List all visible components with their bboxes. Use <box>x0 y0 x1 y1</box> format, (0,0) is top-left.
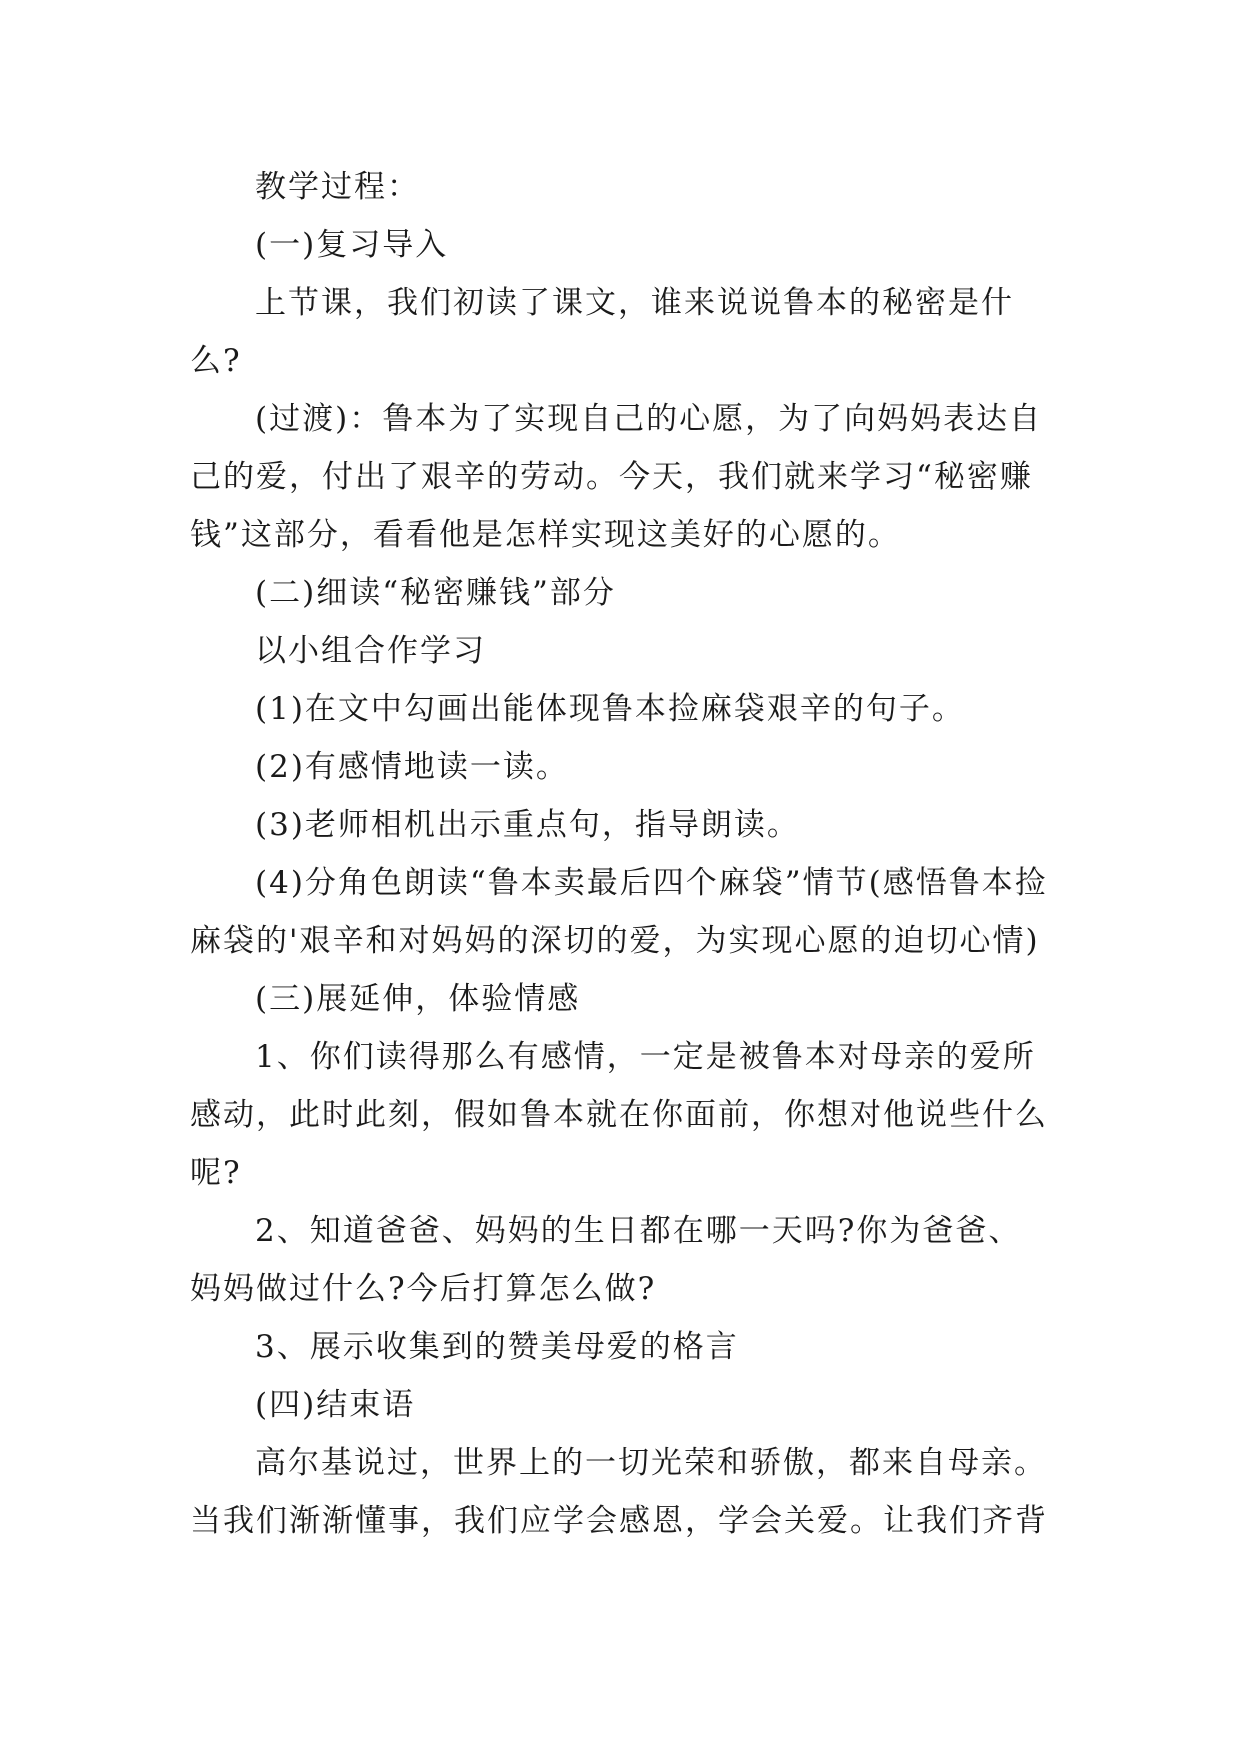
list-item: 3、展示收集到的赞美母爱的格言 <box>255 1329 739 1365</box>
paragraph: 上节课，我们初读了课文，谁来说说鲁本的秘密是什么? <box>190 285 1014 379</box>
paragraph: 以小组合作学习 <box>255 633 486 669</box>
section-heading-conclusion: (四)结束语 <box>255 1387 416 1423</box>
paragraph: 高尔基说过，世界上的一切光荣和骄傲，都来自母亲。当我们渐渐懂事，我们应学会感恩，学会关爱。让我们齐背 <box>190 1445 1048 1539</box>
document-body <box>190 158 1050 1550</box>
list-item: (1)在文中勾画出能体现鲁本捡麻袋艰辛的句子。 <box>255 691 965 727</box>
section-heading-extension: (三)展延伸，体验情感 <box>255 981 581 1017</box>
list-item: (2)有感情地读一读。 <box>255 749 569 785</box>
section-heading-review: (一)复习导入 <box>255 227 449 263</box>
list-item: 2、知道爸爸、妈妈的生日都在哪一天吗?你为爸爸、妈妈做过什么?今后打算怎么做? <box>190 1213 1022 1307</box>
section-heading-close-reading: (二)细读“秘密赚钱”部分 <box>255 575 616 611</box>
list-item: (4)分角色朗读“鲁本卖最后四个麻袋”情节(感悟鲁本捡麻袋的'艰辛和对妈妈的深切的爱，为实现心愿的迫切心情) <box>190 865 1048 959</box>
list-item: 1、你们读得那么有感情，一定是被鲁本对母亲的爱所感动，此时此刻，假如鲁本就在你面前，你想对他说些什么呢? <box>190 1039 1048 1191</box>
heading-teaching-process: 教学过程： <box>255 169 420 205</box>
list-item: (3)老师相机出示重点句，指导朗读。 <box>255 807 800 843</box>
paragraph: (过渡)：鲁本为了实现自己的心愿，为了向妈妈表达自己的爱，付出了艰辛的劳动。今天，我们就来学习“秘密赚钱”这部分，看看他是怎样实现这美好的心愿的。 <box>190 401 1043 553</box>
